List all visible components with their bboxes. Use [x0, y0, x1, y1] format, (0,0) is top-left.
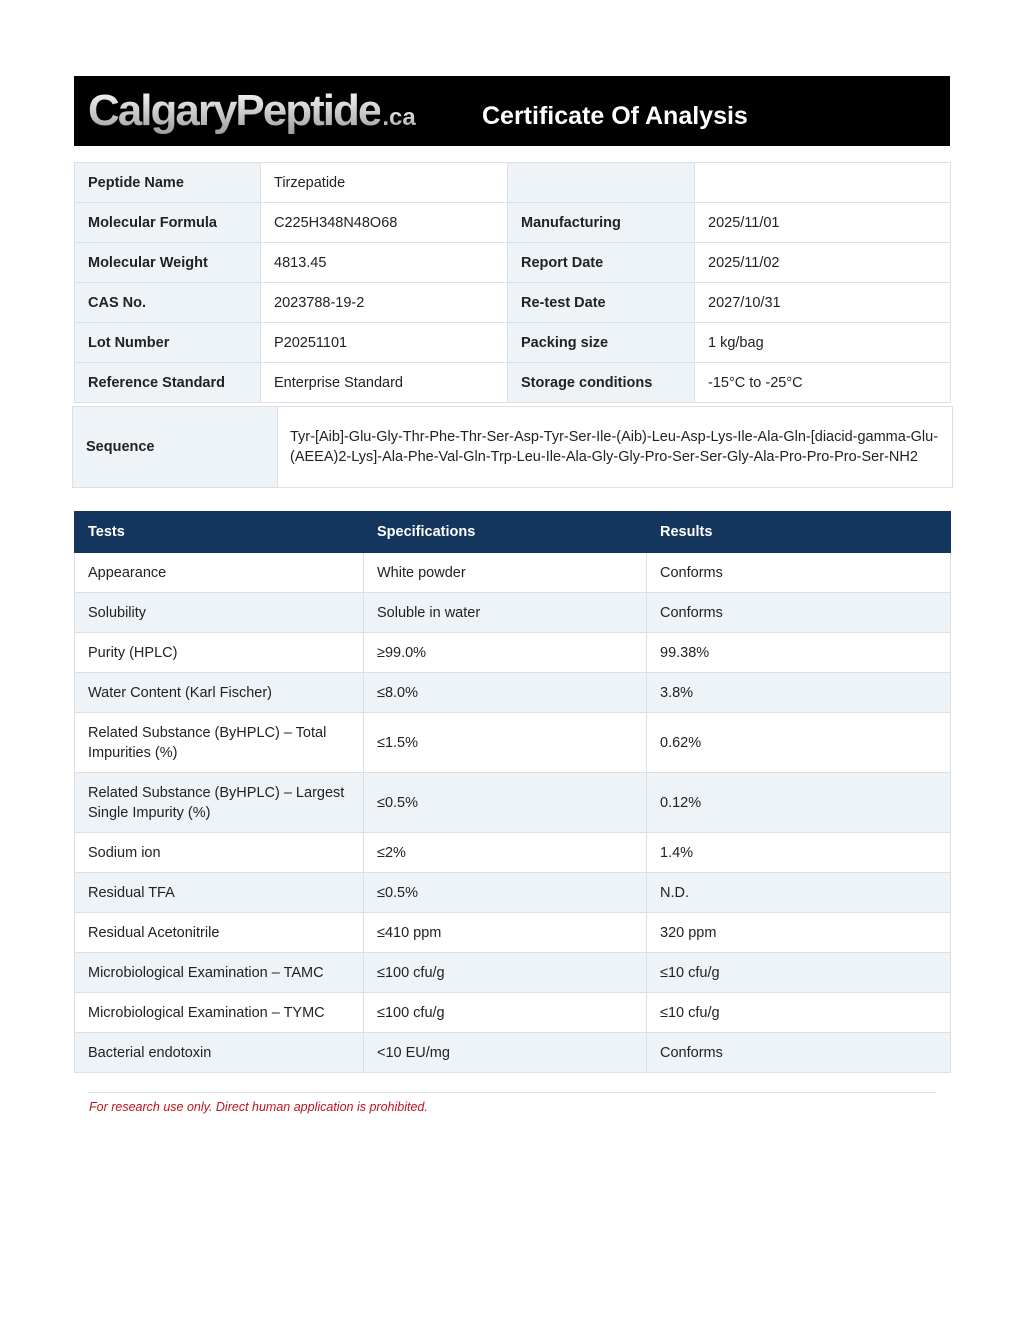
- test-name: Sodium ion: [75, 833, 364, 873]
- column-header-tests: Tests: [75, 512, 364, 553]
- test-result: 0.62%: [647, 713, 951, 773]
- table-row: [75, 953, 951, 993]
- info-value: Tirzepatide: [261, 163, 508, 203]
- table-row: [75, 633, 951, 673]
- info-row: [75, 203, 951, 243]
- test-result: 3.8%: [647, 673, 951, 713]
- tests-table: [74, 511, 951, 1073]
- info-value: 2025/11/02: [695, 243, 951, 283]
- info-value: Enterprise Standard: [261, 363, 508, 403]
- document-title: Certificate Of Analysis: [482, 102, 748, 130]
- info-label: CAS No.: [75, 283, 261, 323]
- info-row: [75, 363, 951, 403]
- info-label: Manufacturing: [508, 203, 695, 243]
- table-row: [75, 993, 951, 1033]
- research-use-disclaimer: For research use only. Direct human application is prohibited.: [89, 1100, 428, 1114]
- test-specification: Soluble in water: [364, 593, 647, 633]
- test-specification: ≤410 ppm: [364, 913, 647, 953]
- test-name: Microbiological Examination – TAMC: [75, 953, 364, 993]
- table-row: [75, 673, 951, 713]
- test-name: Residual Acetonitrile: [75, 913, 364, 953]
- table-row: [75, 713, 951, 773]
- test-name: Related Substance (ByHPLC) – Largest Single Impurity (%): [75, 773, 364, 833]
- table-row: [75, 1033, 951, 1073]
- test-name: Microbiological Examination – TYMC: [75, 993, 364, 1033]
- sequence-row: [73, 407, 953, 488]
- test-name: Related Substance (ByHPLC) – Total Impurities (%): [75, 713, 364, 773]
- logo-extension-text: .ca: [382, 104, 416, 131]
- test-name: Purity (HPLC): [75, 633, 364, 673]
- test-specification: ≤1.5%: [364, 713, 647, 773]
- test-result: Conforms: [647, 593, 951, 633]
- info-value: 1 kg/bag: [695, 323, 951, 363]
- info-row: [75, 243, 951, 283]
- test-result: 99.38%: [647, 633, 951, 673]
- table-row: [75, 553, 951, 593]
- info-label: Packing size: [508, 323, 695, 363]
- table-row: [75, 773, 951, 833]
- info-label: [508, 163, 695, 203]
- info-row: [75, 323, 951, 363]
- test-result: ≤10 cfu/g: [647, 993, 951, 1033]
- test-name: Residual TFA: [75, 873, 364, 913]
- info-value: 2023788-19-2: [261, 283, 508, 323]
- column-header-results: Results: [647, 512, 951, 553]
- test-specification: <10 EU/mg: [364, 1033, 647, 1073]
- column-header-specifications: Specifications: [364, 512, 647, 553]
- test-result: 320 ppm: [647, 913, 951, 953]
- info-label: Molecular Formula: [75, 203, 261, 243]
- document-header: [74, 76, 950, 146]
- brand-logo: [88, 86, 416, 136]
- test-name: Bacterial endotoxin: [75, 1033, 364, 1073]
- test-result: N.D.: [647, 873, 951, 913]
- logo-main-text: CalgaryPeptide: [88, 86, 381, 135]
- info-label: Re-test Date: [508, 283, 695, 323]
- info-label: Lot Number: [75, 323, 261, 363]
- tests-header-row: [75, 512, 951, 553]
- test-specification: White powder: [364, 553, 647, 593]
- test-specification: ≤0.5%: [364, 873, 647, 913]
- info-value: C225H348N48O68: [261, 203, 508, 243]
- info-value: [695, 163, 951, 203]
- info-value: P20251101: [261, 323, 508, 363]
- test-result: 0.12%: [647, 773, 951, 833]
- info-value: 4813.45: [261, 243, 508, 283]
- info-value: 2027/10/31: [695, 283, 951, 323]
- test-specification: ≤8.0%: [364, 673, 647, 713]
- info-row: [75, 283, 951, 323]
- test-result: 1.4%: [647, 833, 951, 873]
- info-label: Molecular Weight: [75, 243, 261, 283]
- test-name: Solubility: [75, 593, 364, 633]
- test-name: Appearance: [75, 553, 364, 593]
- test-specification: ≤0.5%: [364, 773, 647, 833]
- table-row: [75, 593, 951, 633]
- test-specification: ≤100 cfu/g: [364, 993, 647, 1033]
- info-label: Report Date: [508, 243, 695, 283]
- info-label: Storage conditions: [508, 363, 695, 403]
- info-value: -15°C to -25°C: [695, 363, 951, 403]
- table-row: [75, 913, 951, 953]
- test-result: Conforms: [647, 553, 951, 593]
- test-result: ≤10 cfu/g: [647, 953, 951, 993]
- product-info-table: [74, 162, 951, 403]
- footer-divider: [88, 1092, 936, 1093]
- sequence-label: Sequence: [73, 407, 278, 488]
- test-result: Conforms: [647, 1033, 951, 1073]
- table-row: [75, 873, 951, 913]
- info-label: Peptide Name: [75, 163, 261, 203]
- sequence-value: Tyr-[Aib]-Glu-Gly-Thr-Phe-Thr-Ser-Asp-Tyr-Ser-Ile-(Aib)-Leu-Asp-Lys-Ile-Ala-Gln-[diacid-gamma-Glu-(AEEA)2-Lys]-Ala-Phe-Val-Gln-Trp-Leu-Ile-Ala-Gly-Gly-Pro-Ser-Ser-Gly-Ala-Pro-Pro-Pro-Ser-NH2: [278, 407, 953, 488]
- test-specification: ≤100 cfu/g: [364, 953, 647, 993]
- table-row: [75, 833, 951, 873]
- info-label: Reference Standard: [75, 363, 261, 403]
- test-name: Water Content (Karl Fischer): [75, 673, 364, 713]
- info-value: 2025/11/01: [695, 203, 951, 243]
- info-row: [75, 163, 951, 203]
- test-specification: ≤2%: [364, 833, 647, 873]
- sequence-table: [72, 406, 953, 488]
- test-specification: ≥99.0%: [364, 633, 647, 673]
